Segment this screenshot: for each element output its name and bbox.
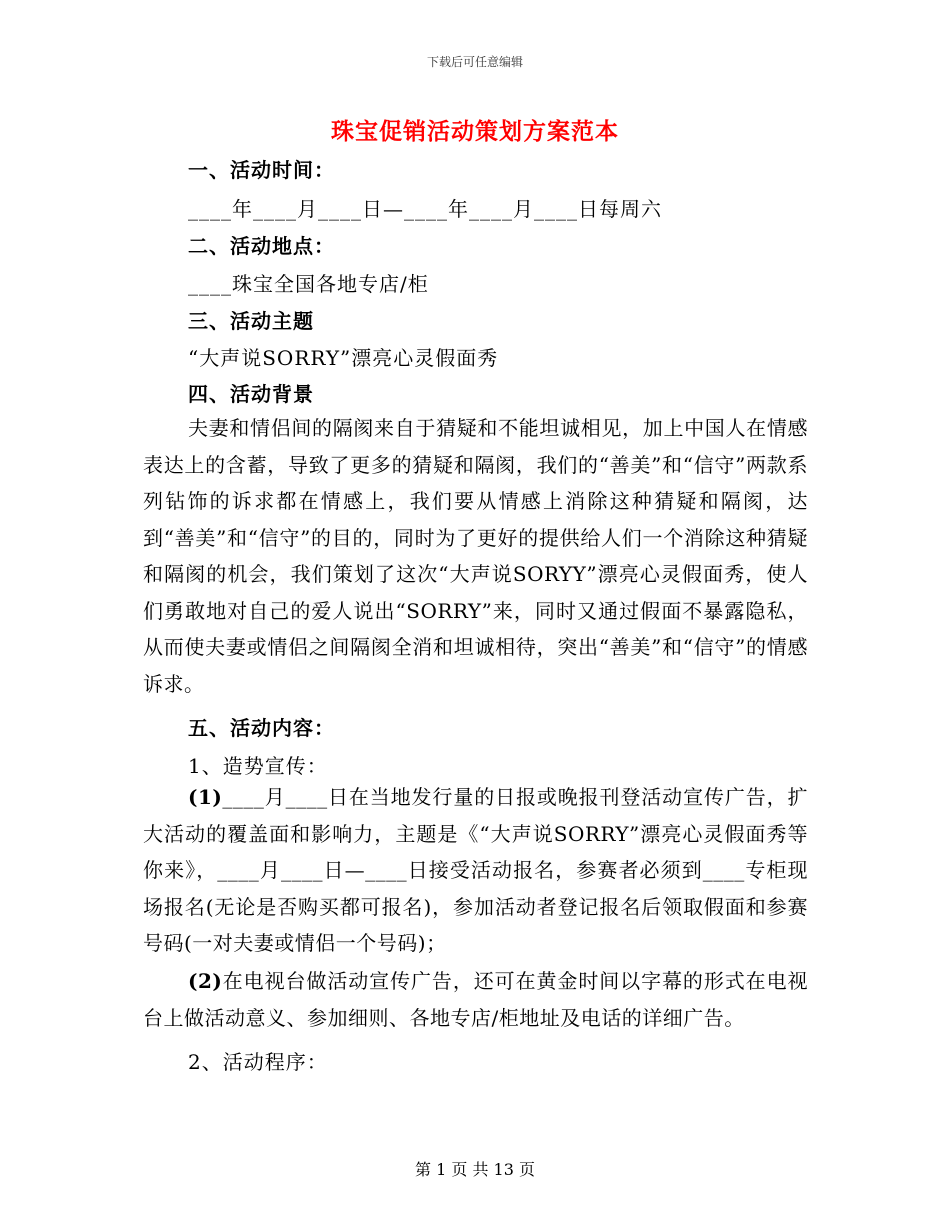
theme-text: “大声说SORRY”漂亮心灵假面秀 [188, 346, 499, 370]
item-text-1: ____月____日在当地发行量的日报或晚报刊登活动宣传广告，扩大活动的覆盖面和影响力，主题是《“大声说SORRY”漂亮心灵假面秀等你来》，____月____日—____日接受活动报名，参赛者必须到____专柜现场报名(无论是否购买都可报名)，参加活动者登记报名后领取假面和参赛号码(一对夫妻或情侣一个号码)； [143, 785, 808, 955]
time-text: ____年____月____日—____年____月____日每周六 [188, 197, 662, 221]
item-number-2: (2) [188, 969, 223, 993]
subheading-promotion: 1、造势宣传： [188, 754, 328, 778]
document-title: 珠宝促销活动策划方案范本 [331, 118, 619, 145]
promotion-item-1 [143, 779, 808, 962]
page-footer: 第 1 页 共 13 页 [415, 1160, 535, 1179]
subheading-procedure: 2、活动程序： [188, 1050, 328, 1074]
section-heading-content: 五、活动内容： [188, 716, 335, 740]
section-heading-background: 四、活动背景 [188, 382, 314, 406]
section-heading-theme: 三、活动主题 [188, 309, 314, 333]
promotion-item-2 [143, 963, 808, 1036]
background-paragraph: 夫妻和情侣间的隔阂来自于猜疑和不能坦诚相见，加上中国人在情感表达上的含蓄，导致了更多的猜疑和隔阂，我们的“善美”和“信守”两款系列钻饰的诉求都在情感上，我们要从情感上消除这种猜疑和隔阂，达到“善美”和“信守”的目的，同时为了更好的提供给人们一个消除这种猜疑和隔阂的机会，我们策划了这次“大声说SORYY”漂亮心灵假面秀，使人们勇敢地对自己的爱人说出“SORRY”来，同时又通过假面不暴露隐私，从而使夫妻或情侣之间隔阂全消和坦诚相待，突出“善美”和“信守”的情感诉求。 [143, 416, 808, 696]
item-text-2: 在电视台做活动宣传广告，还可在黄金时间以字幕的形式在电视台上做活动意义、参加细则、各地专店/柜地址及电话的详细广告。 [143, 969, 808, 1030]
item-number-1: (1) [188, 785, 223, 809]
section-heading-location: 二、活动地点： [188, 234, 335, 258]
location-text: ____珠宝全国各地专店/柜 [188, 272, 429, 296]
section-heading-time: 一、活动时间： [188, 158, 335, 182]
header-note: 下载后可任意编辑 [426, 55, 523, 69]
